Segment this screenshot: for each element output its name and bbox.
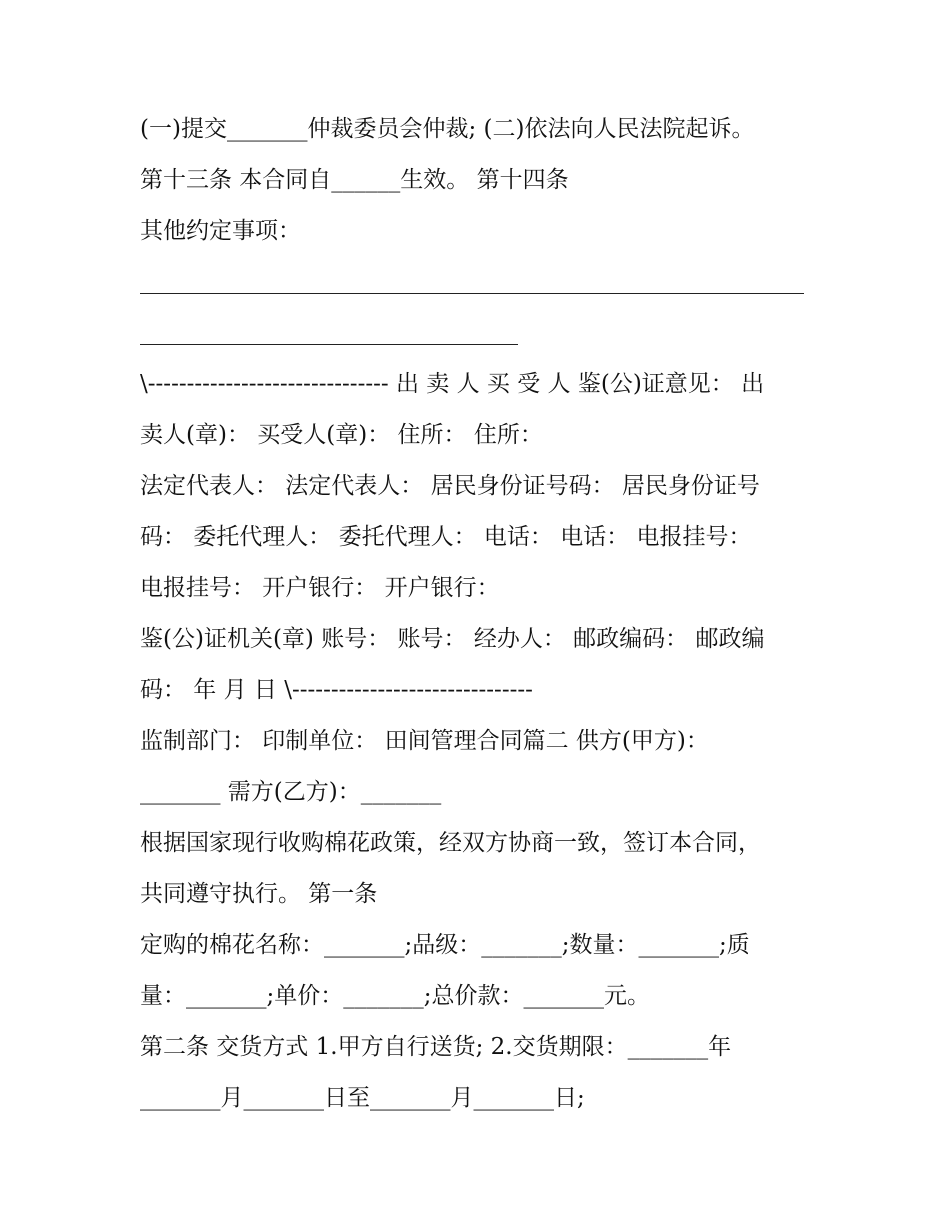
- text-line: 卖人(章)： 买受人(章)： 住所： 住所：: [140, 422, 543, 448]
- text-line: (一)提交_______仲裁委员会仲裁; (二)依法向人民法院起诉。: [140, 116, 755, 142]
- text-line: 码： 年 月 日 \-------------------------------: [140, 677, 533, 703]
- blank-fill-line: [140, 308, 820, 359]
- text-line: 鉴(公)证机关(章) 账号： 账号： 经办人： 邮政编码： 邮政编: [140, 626, 765, 652]
- text-line: 码： 委托代理人： 委托代理人： 电话： 电话： 电报挂号：: [140, 524, 752, 550]
- underline: [140, 344, 518, 345]
- underline: [140, 293, 804, 294]
- document-page: [140, 104, 820, 1124]
- text-line: 监制部门： 印制单位： 田间管理合同篇二 供方(甲方)：: [140, 728, 709, 754]
- text-line: 共同遵守执行。 第一条: [140, 881, 378, 907]
- text-line: 定购的棉花名称：_______;品级：_______;数量：_______;质: [140, 932, 750, 958]
- text-line: \------------------------------- 出 卖 人 买 受 人 鉴(公)证意见： 出: [140, 371, 765, 397]
- text-line: 量：_______;单价：_______;总价款：_______元。: [140, 983, 650, 1009]
- blank-fill-line: [140, 257, 820, 308]
- text-line: 其他约定事项：: [140, 218, 301, 244]
- text-line: 法定代表人： 法定代表人： 居民身份证号码： 居民身份证号: [140, 473, 760, 499]
- text-line: 第十三条 本合同自______生效。 第十四条: [140, 167, 569, 193]
- text-line: 电报挂号： 开户银行： 开户银行：: [140, 575, 500, 601]
- text-line: _______月_______日至_______月_______日;: [140, 1085, 585, 1111]
- text-line: 根据国家现行收购棉花政策，经双方协商一致，签订本合同，: [140, 830, 761, 856]
- text-line: _______ 需方(乙方)：_______: [140, 779, 442, 805]
- text-line: 第二条 交货方式 1.甲方自行送货; 2.交货期限：_______年: [140, 1034, 732, 1060]
